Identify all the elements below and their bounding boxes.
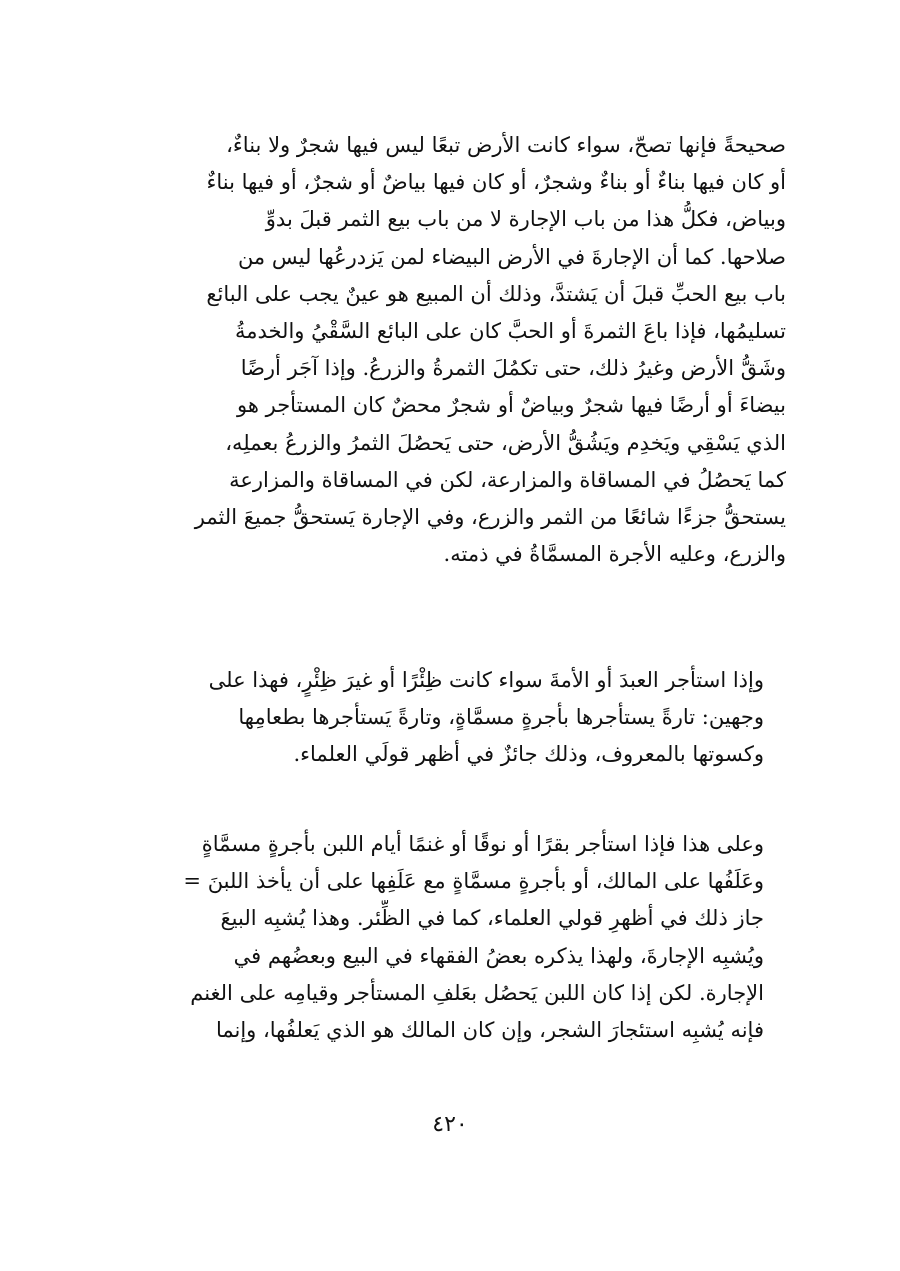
text-line: بيضاءَ أو أرضًا فيها شجرٌ وبياضٌ أو شجرٌ محضٌ كان المستأجر هو <box>237 393 786 418</box>
paragraph-1 <box>118 127 786 573</box>
paragraph-2 <box>118 662 786 774</box>
page-number: ٤٢٠ <box>432 1112 468 1137</box>
text-line: وكسوتها بالمعروف، وذلك جائزٌ في أظهر قولَي العلماء. <box>293 742 764 767</box>
text-line: صحيحةً فإنها تصحّ، سواء كانت الأرض تبعًا ليس فيها شجرٌ ولا بناءٌ، <box>226 133 786 157</box>
text-line: باب بيع الحبِّ قبلَ أن يَشتدَّ، وذلك أن المبيع هو عينٌ يجب على البائع <box>206 281 786 306</box>
text-line: الإجارة. لكن إذا كان اللبن يَحصُل بعَلفِ المستأجر وقيامِه على الغنم <box>190 980 764 1005</box>
text-line: وعَلَفُها على المالك، أو بأجرةٍ مسمَّاةٍ مع عَلَفِها على أن يأخذ اللبنَ = <box>183 869 764 894</box>
text-line: وجهين: تارةً يستأجرها بأجرةٍ مسمَّاةٍ، وتارةً يَستأجرها بطعامِها <box>238 705 764 730</box>
text-line: وشَقُّ الأرض وغيرُ ذلك، حتى تكمُلَ الثمرةُ والزرعُ. وإذا آجَر أرضًا <box>240 356 786 381</box>
text-line: يستحقُّ جزءًا شائعًا من الثمر والزرع، وفي الإجارة يَستحقُّ جميعَ الثمر <box>194 505 786 530</box>
text-line: فإنه يُشبِه استئجارَ الشجر، وإن كان المالك هو الذي يَعلفُها، وإنما <box>215 1018 764 1043</box>
text-line: الذي يَسْقِي ويَخدِم ويَشُقُّ الأرض، حتى يَحصُلَ الثمرُ والزرعُ بعملِه، <box>225 430 786 455</box>
text-line: كما يَحصُلُ في المساقاة والمزارعة، لكن في المساقاة والمزارعة <box>229 467 786 492</box>
text-line: ويُشبِه الإجارةَ، ولهذا يذكره بعضُ الفقهاء في البيع وبعضُهم في <box>233 943 764 968</box>
text-line: أو كان فيها بناءٌ أو بناءٌ وشجرٌ، أو كان فيها بياضٌ أو شجرٌ، أو فيها بناءٌ <box>206 170 786 195</box>
text-line: والزرع، وعليه الأجرة المسمَّاةُ في ذمته. <box>443 542 786 567</box>
text-line: صلاحها. كما أن الإجارةَ في الأرض البيضاء لمن يَزدرعُها ليس من <box>237 244 786 269</box>
text-line: وإذا استأجر العبدَ أو الأمةَ سواء كانت ظِئْرًا أو غيرَ ظِئْرٍ، فهذا على <box>208 668 764 692</box>
paragraph-3 <box>118 826 786 1049</box>
text-line: جاز ذلك في أظهرِ قولي العلماء، كما في الظِّئر. وهذا يُشبِه البيعَ <box>220 906 764 931</box>
text-line: تسليمُها، فإذا باعَ الثمرةَ أو الحبَّ كان على البائع السَّقْيُ والخدمةُ <box>234 319 786 344</box>
text-line: وعلى هذا فإذا استأجر بقرًا أو نوقًا أو غنمًا أيام اللبن بأجرةٍ مسمَّاةٍ <box>201 832 764 856</box>
text-line: وبياض، فكلُّ هذا من باب الإجارة لا من باب بيع الثمر قبلَ بدوِّ <box>265 207 786 232</box>
